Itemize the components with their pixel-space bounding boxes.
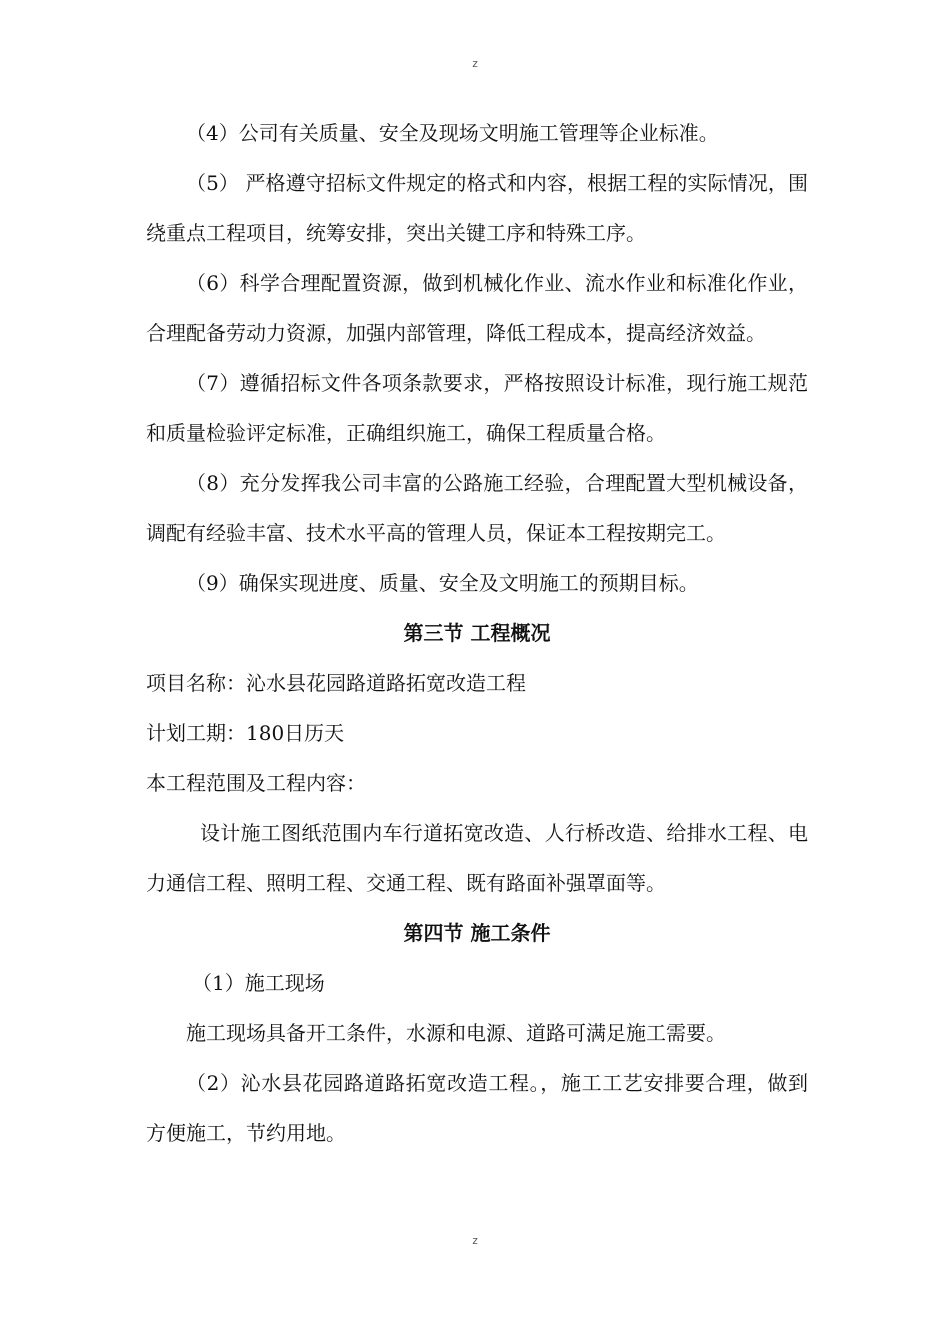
project-name-line: 项目名称：沁水县花园路道路拓宽改造工程 bbox=[146, 671, 526, 695]
document-body bbox=[146, 108, 808, 1158]
scope-label-line: 本工程范围及工程内容： bbox=[146, 771, 366, 795]
condition-item-1-text: 施工现场具备开工条件，水源和电源、道路可满足施工需要。 bbox=[186, 1021, 726, 1045]
scope-description: 设计施工图纸范围内车行道拓宽改造、人行桥改造、给排水工程、电力通信工程、照明工程、交通工程、既有路面补强罩面等。 bbox=[146, 821, 808, 895]
paragraph-item-9: （9）确保实现进度、质量、安全及文明施工的预期目标。 bbox=[186, 571, 699, 595]
paragraph-item-4: （4）公司有关质量、安全及现场文明施工管理等企业标准。 bbox=[186, 121, 719, 145]
paragraph-item-8: （8）充分发挥我公司丰富的公路施工经验，合理配置大型机械设备，调配有经验丰富、技术水平高的管理人员，保证本工程按期完工。 bbox=[146, 471, 808, 545]
planned-duration-line: 计划工期：180日历天 bbox=[146, 721, 345, 745]
page-header-marker: z bbox=[471, 57, 479, 70]
paragraph-item-7: （7）遵循招标文件各项条款要求，严格按照设计标准，现行施工规范和质量检验评定标准，正确组织施工，确保工程质量合格。 bbox=[146, 371, 808, 445]
condition-item-1-title: （1）施工现场 bbox=[192, 971, 325, 995]
page-footer-marker: z bbox=[471, 1234, 479, 1247]
section-4-heading: 第四节 施工条件 bbox=[403, 921, 551, 945]
condition-item-2-text: （2）沁水县花园路道路拓宽改造工程。，施工工艺安排要合理，做到方便施工，节约用地。 bbox=[146, 1071, 808, 1145]
section-3-heading: 第三节 工程概况 bbox=[403, 621, 551, 645]
paragraph-item-5: （5） 严格遵守招标文件规定的格式和内容，根据工程的实际情况，围绕重点工程项目，统筹安排，突出关键工序和特殊工序。 bbox=[146, 171, 808, 245]
paragraph-item-6: （6）科学合理配置资源，做到机械化作业、流水作业和标准化作业，合理配备劳动力资源，加强内部管理，降低工程成本，提高经济效益。 bbox=[146, 271, 808, 345]
